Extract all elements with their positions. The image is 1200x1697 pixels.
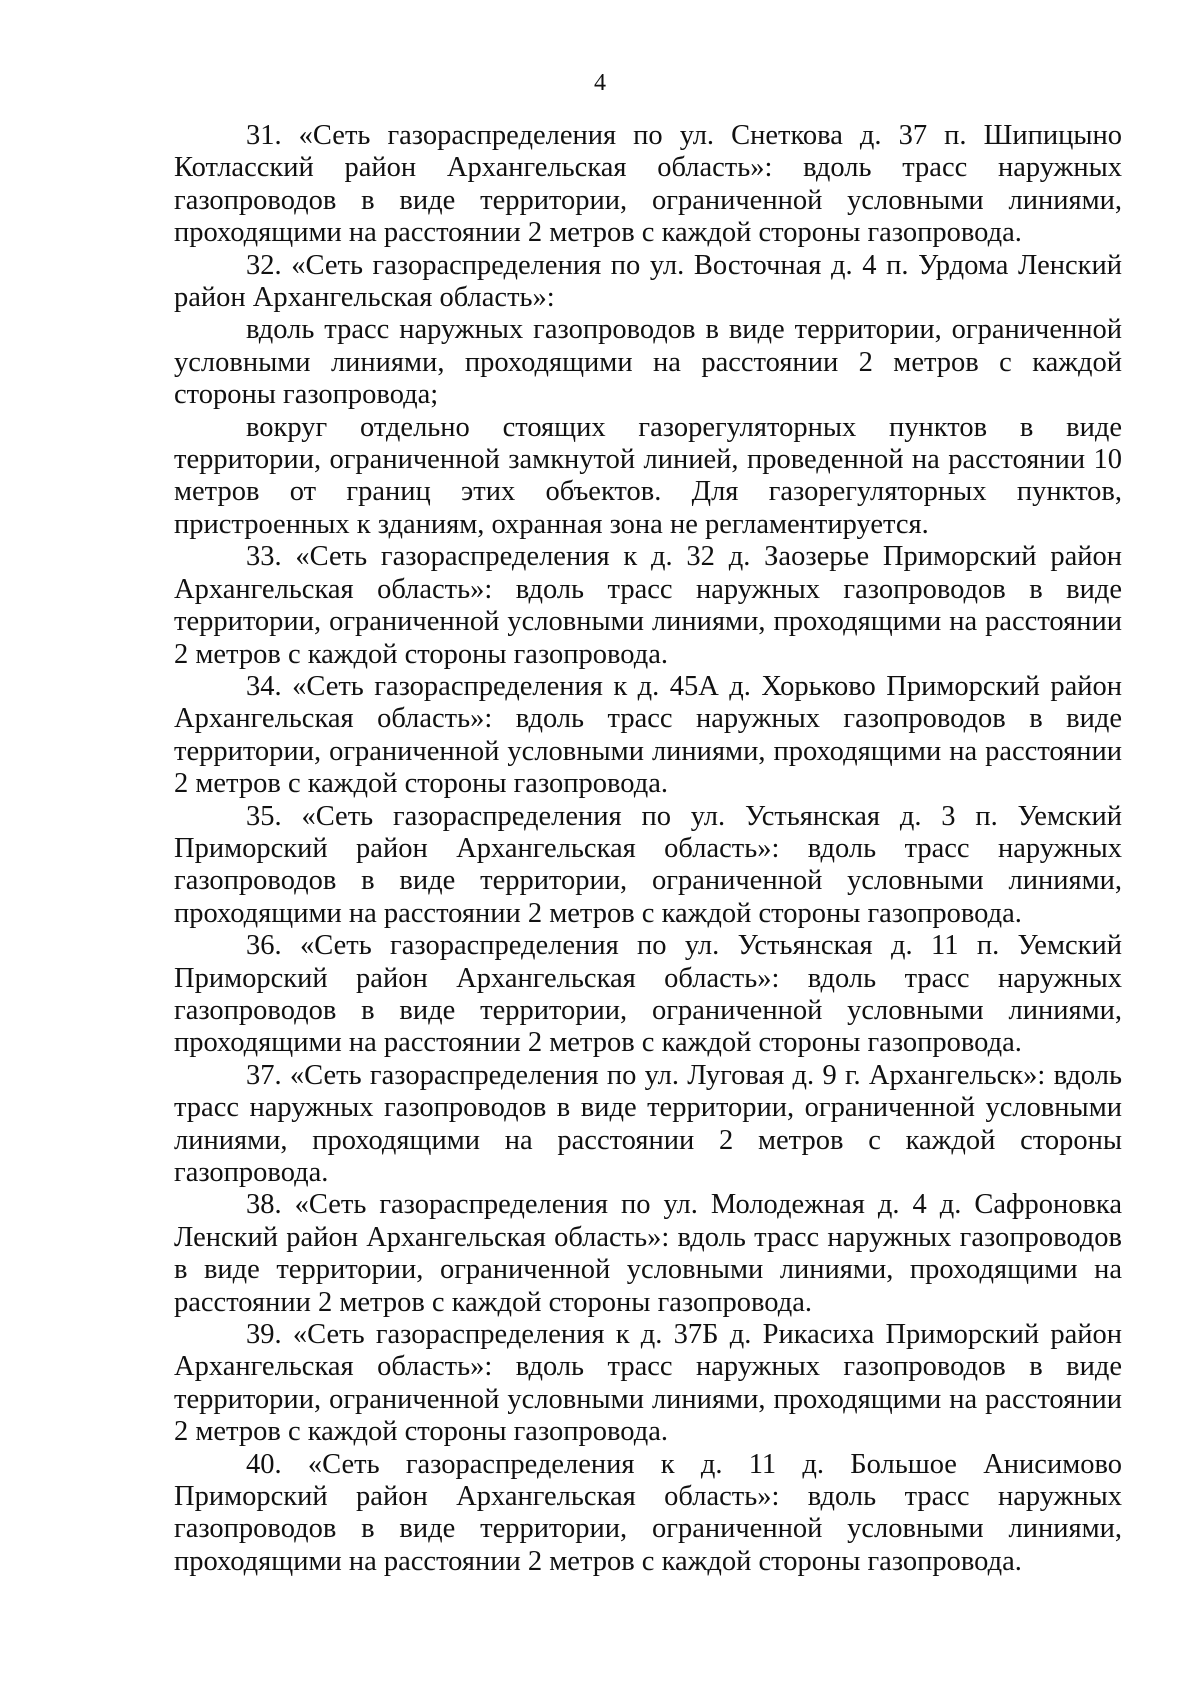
paragraph-item-35: 35. «Сеть газораспределения по ул. Устьянская д. 3 п. Уемский Приморский район Архангельская область»: вдоль трасс наружных газопроводов в виде территории, ограниченной условными линиями, проходящими на расстоянии 2 метров с каждой стороны газопровода.: [174, 800, 1122, 929]
paragraph-item-33: 33. «Сеть газораспределения к д. 32 д. Заозерье Приморский район Архангельская область»: вдоль трасс наружных газопроводов в виде территории, ограниченной условными линиями, проходящими на расстоянии 2 метров с каждой стороны газопровода.: [174, 541, 1122, 670]
paragraph-item-40: 40. «Сеть газораспределения к д. 11 д. Большое Анисимово Приморский район Архангельская область»: вдоль трасс наружных газопроводов в виде территории, ограниченной условными линиями, проходящими на расстоянии 2 метров с каждой стороны газопровода.: [174, 1448, 1122, 1577]
paragraph-item-37: 37. «Сеть газораспределения по ул. Луговая д. 9 г. Архангельск»: вдоль трасс наружных газопроводов в виде территории, ограниченной условными линиями, проходящими на расстоянии 2 метров с каждой стороны газопровода.: [174, 1059, 1122, 1188]
paragraph-item-38: 38. «Сеть газораспределения по ул. Молодежная д. 4 д. Сафроновка Ленский район Архангельская область»: вдоль трасс наружных газопроводов в виде территории, ограниченной условными линиями, проходящими на расстоянии 2 метров с каждой стороны газопровода.: [174, 1189, 1122, 1318]
paragraph-item-32-regulators: вокруг отдельно стоящих газорегуляторных пунктов в виде территории, ограниченной замкнутой линией, проведенной на расстоянии 10 метров от границ этих объектов. Для газорегуляторных пунктов, пристроенных к зданиям, охранная зона не регламентируется.: [174, 411, 1122, 540]
page-number: 4: [594, 70, 606, 96]
paragraph-item-31: 31. «Сеть газораспределения по ул. Снеткова д. 37 п. Шипицыно Котласский район Архангельская область»: вдоль трасс наружных газопроводов в виде территории, ограниченной условными линиями, проходящими на расстоянии 2 метров с каждой стороны газопровода.: [174, 120, 1122, 249]
paragraph-item-32: 32. «Сеть газораспределения по ул. Восточная д. 4 п. Урдома Ленский район Архангельская область»:: [174, 249, 1122, 314]
document-body: [174, 120, 1122, 1578]
paragraph-item-39: 39. «Сеть газораспределения к д. 37Б д. Рикасиха Приморский район Архангельская область»: вдоль трасс наружных газопроводов в виде территории, ограниченной условными линиями, проходящими на расстоянии 2 метров с каждой стороны газопровода.: [174, 1319, 1122, 1448]
paragraph-item-34: 34. «Сеть газораспределения к д. 45А д. Хорьково Приморский район Архангельская область»: вдоль трасс наружных газопроводов в виде территории, ограниченной условными линиями, проходящими на расстоянии 2 метров с каждой стороны газопровода.: [174, 670, 1122, 800]
paragraph-item-32-pipelines: вдоль трасс наружных газопроводов в виде территории, ограниченной условными линиями, проходящими на расстоянии 2 метров с каждой стороны газопровода;: [174, 314, 1122, 411]
paragraph-item-36: 36. «Сеть газораспределения по ул. Устьянская д. 11 п. Уемский Приморский район Архангельская область»: вдоль трасс наружных газопроводов в виде территории, ограниченной условными линиями, проходящими на расстоянии 2 метров с каждой стороны газопровода.: [174, 930, 1122, 1059]
